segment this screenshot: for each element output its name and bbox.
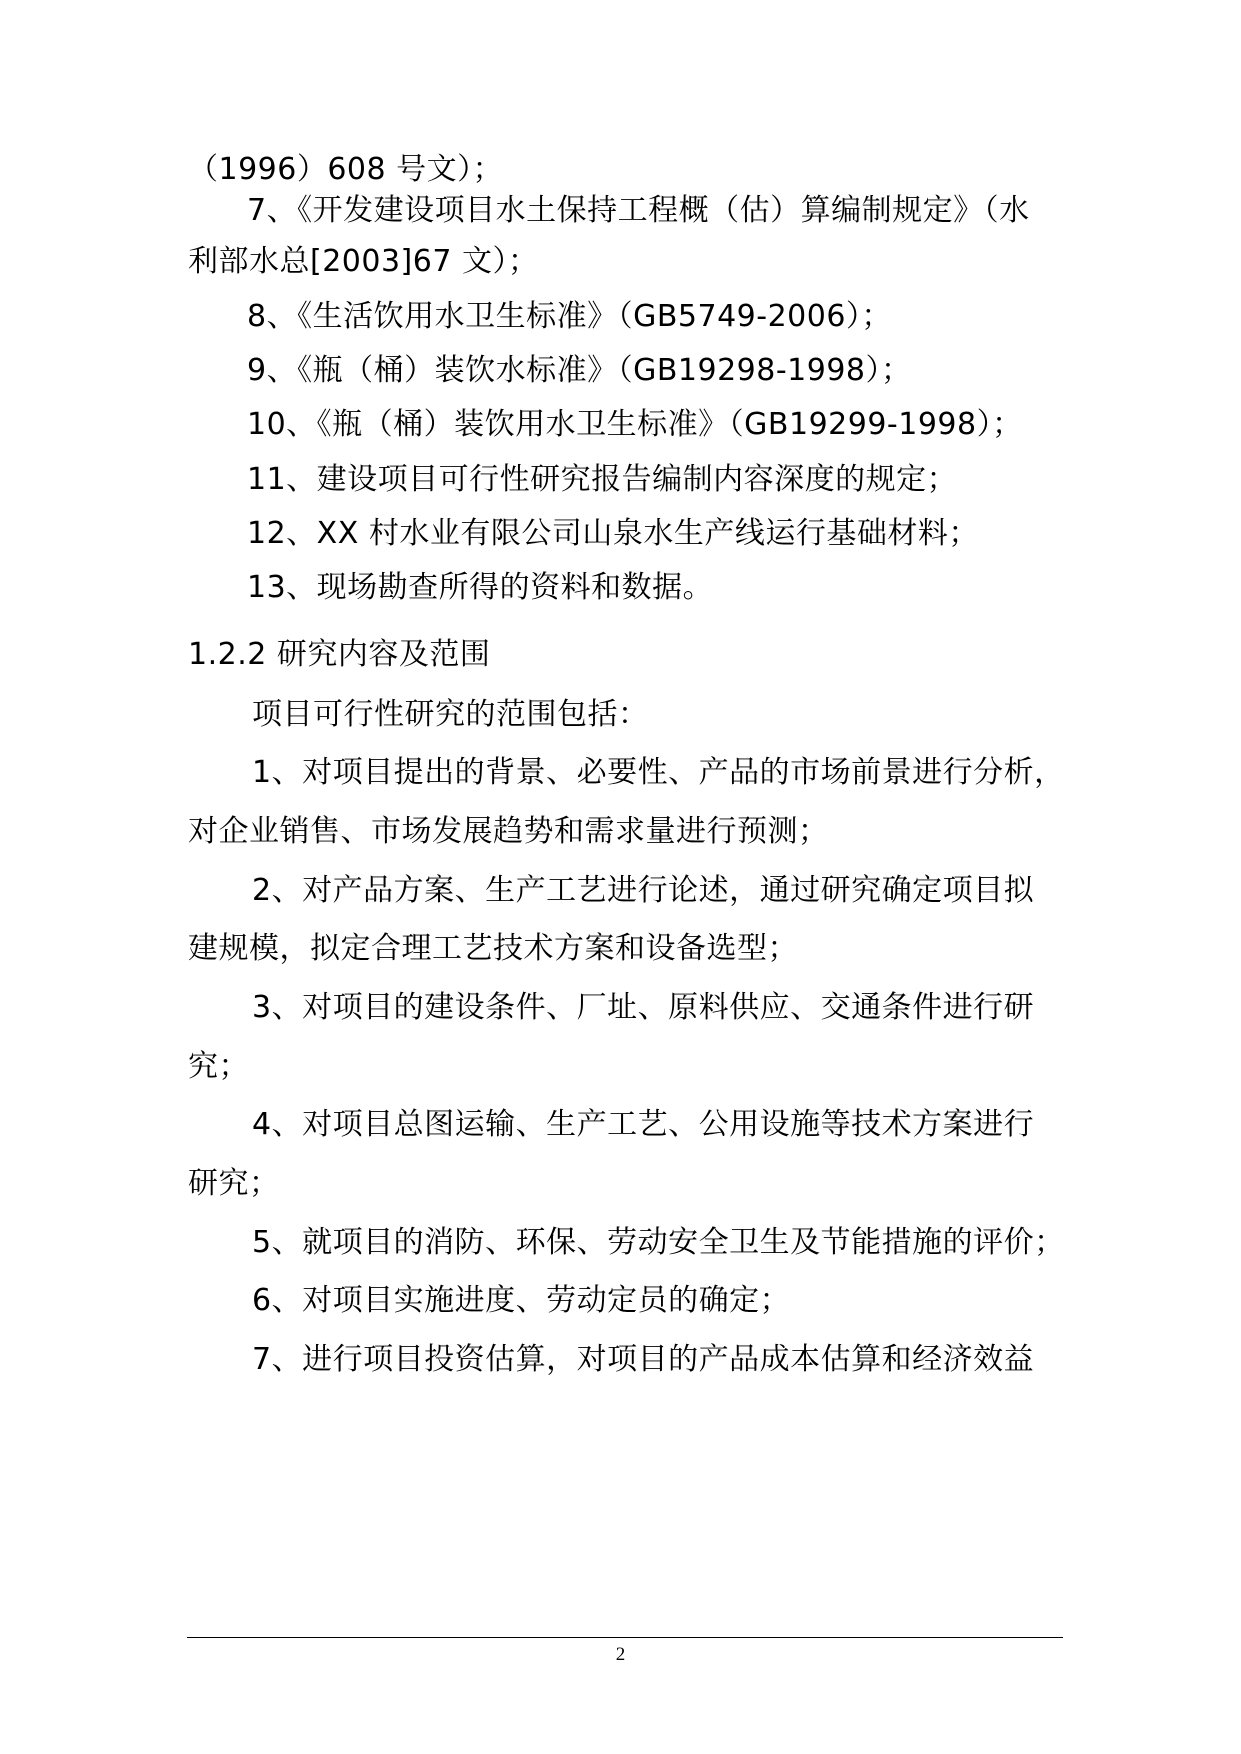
text-line: 利部水总[2003]67 文）； (188, 244, 539, 279)
footer-divider (187, 1637, 1063, 1638)
reference-item-8: 8、《生活饮用水卫生标准》（GB5749-2006）； (247, 299, 892, 334)
text-line: 对企业销售、市场发展趋势和需求量进行预测； (188, 814, 829, 849)
text-line: 建规模，拟定合理工艺技术方案和设备选型； (188, 931, 798, 966)
text-line: 究； (188, 1049, 249, 1084)
scope-item-3: 3、对项目的建设条件、厂址、原料供应、交通条件进行研 (252, 990, 1035, 1025)
scope-item-2: 2、对产品方案、生产工艺进行论述，通过研究确定项目拟 (252, 873, 1035, 908)
paragraph-intro: 项目可行性研究的范围包括： (252, 697, 649, 732)
scope-item-6: 6、对项目实施进度、劳动定员的确定； (252, 1283, 791, 1318)
text-line: 研究； (188, 1166, 280, 1201)
reference-item-12: 12、XX 村水业有限公司山泉水生产线运行基础材料； (247, 516, 979, 551)
page-number: 2 (615, 1644, 626, 1665)
reference-item-9: 9、《瓶（桶）装饮水标准》（GB19298-1998）； (247, 353, 912, 388)
reference-item-7: 7、《开发建设项目水土保持工程概（估）算编制规定》（水 (247, 193, 1030, 228)
reference-item-10: 10、《瓶（桶）装饮用水卫生标准》（GB19299-1998）； (247, 407, 1023, 442)
scope-item-7: 7、进行项目投资估算，对项目的产品成本估算和经济效益 (252, 1342, 1035, 1377)
reference-item-11: 11、建设项目可行性研究报告编制内容深度的规定； (247, 462, 958, 497)
scope-item-1: 1、对项目提出的背景、必要性、产品的市场前景进行分析， (252, 755, 1065, 790)
section-heading: 1.2.2 研究内容及范围 (188, 637, 491, 672)
scope-item-5: 5、就项目的消防、环保、劳动安全卫生及节能措施的评价； (252, 1225, 1065, 1260)
text-line: （1996）608 号文）； (188, 152, 504, 187)
reference-item-13: 13、现场勘查所得的资料和数据。 (247, 570, 714, 605)
scope-item-4: 4、对项目总图运输、生产工艺、公用设施等技术方案进行 (252, 1107, 1035, 1142)
